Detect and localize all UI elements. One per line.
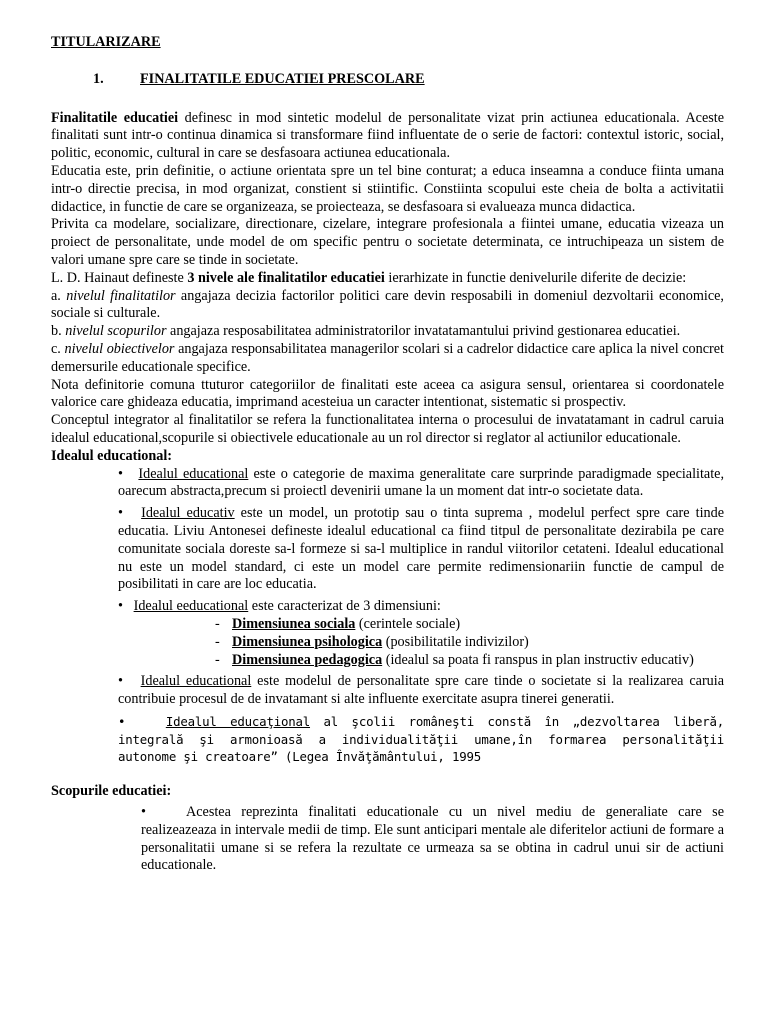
dimension-name: Dimensiunea psihologica xyxy=(232,633,383,650)
scop-heading: Scopurile educatiei: xyxy=(51,783,172,800)
level-a-term: nivelul finalitatilor xyxy=(66,287,176,304)
section-number: 1. xyxy=(93,70,104,87)
level-a-prefix: a. xyxy=(51,287,67,304)
ideal-list-continued xyxy=(51,673,724,766)
list-item xyxy=(51,466,724,502)
list-item xyxy=(51,598,724,616)
hainaut-bold: 3 nivele ale finalitatilor educatiei xyxy=(187,269,385,286)
level-a-text: angajaza decizia factorilor politici care devin resposabili in domeniul dezvoltarii economice, sociale si culturale. xyxy=(51,287,724,322)
bullet-icon: • xyxy=(118,673,123,690)
ideal-list xyxy=(51,466,724,616)
bullet-icon: • xyxy=(118,505,123,522)
paragraph-educatia: Educatia este, prin definitie, o actiune orientata spre un tel bine conturat; a educa inseamna a conduce fiinta umana intr-o directie precisa, in mod organizat, constient si stiintific. Constiinta scopului este cheia de bolta a activitatii didactice, in functie de care se organizeaza, se proiecteaza, se desfasoara si evalueaza munca didactica. xyxy=(51,162,724,215)
level-c-term: nivelul obiectivelor xyxy=(64,340,175,357)
ideal-term: Idealul educational xyxy=(140,673,252,690)
ideal-term: Idealul eeducational xyxy=(133,598,249,615)
bullet-icon: • xyxy=(118,713,126,729)
dimension-item xyxy=(51,634,724,652)
dimension-name: Dimensiunea pedagogica xyxy=(232,651,383,668)
scop-item xyxy=(51,804,724,875)
ideal-text: este caracterizat de 3 dimensiuni: xyxy=(248,598,441,615)
dimension-desc: (posibilitatile indivizilor) xyxy=(382,633,529,650)
ideal-text: al şcolii româneşti constă în „dezvoltarea liberă, integrală şi armonioasă a individualităţii umane,în formarea personalităţii autonome şi creatoare” (Legea Învăţământului, 1995 xyxy=(118,713,725,765)
level-c xyxy=(51,341,724,377)
paragraph-nota: Nota definitorie comuna ttuturor categoriilor de finalitati este aceea ca asigura sensul, orientarea si coordonatele valorice care ghideaza educatia, imprimand acesteiua un caracter intentionat, sistematic si prospectiv. xyxy=(51,376,724,411)
list-item xyxy=(51,713,724,766)
intro-paragraph xyxy=(51,110,724,163)
level-c-text: angajaza responsabilitatea managerilor scolari si a cadrelor didactice care aplica la nivel concret demersurile educationale specifice. xyxy=(51,340,724,375)
list-item xyxy=(51,505,724,594)
dimension-desc: (cerintele sociale) xyxy=(355,615,461,632)
level-b xyxy=(51,323,724,341)
level-c-prefix: c. xyxy=(51,340,65,357)
scop-text: Acestea reprezinta finalitati educationale cu un nivel mediu de generaliate care se realizeazeaza in intervale medii de timp. Ele sunt anticipari mentale ale diferitelor actiuni de formare a personalitatii umane si se refera la rezultate ce urmeaza sa se obtina in cadrul unui sir de actiuni educationale. xyxy=(141,804,724,874)
intro-lead-rest: definesc in mod sintetic modelul de personalitate vizat prin actiunea educationala. Aceste finalitati sunt intr-o continua dinamica si transformare fiind influentate de o serie de factori: contextul istoric, social, politic, economic, cultural in care se desfasoara actiunea educationala. xyxy=(51,109,725,162)
ideal-text: este un model, un prototip sau o tinta suprema , modelul perfect spre care tinde educatia. Liviu Antonesei defineste idealul educational ca fiind titpul de personalitate dezirabila pe care comunitate sociala doreste sa-l formeze si sa-l multiplice in randul viitorilor cetateni. Idealul educational nu este un model standard, ci este un model care permite redimensionariin functie de campul de posibilitati in care are loc educatia. xyxy=(118,505,724,593)
document-title: TITULARIZARE xyxy=(51,34,161,50)
hainaut-before: L. D. Hainaut defineste xyxy=(51,269,188,286)
level-a xyxy=(51,288,724,324)
ideal-text: este modelul de personalitate spre care tinde o societate si la realizarea caruia contribuie procesul de de invatamant si alte influente exercitate asupra tinerei generatii. xyxy=(118,673,725,708)
paragraph-concept: Conceptul integrator al finalitatilor se refera la functionalitatea interna o procesului de invatatamant in cadrul caruia idealul educational,scopurile si obiectivele educationale au un rol director si reglator al actiunilor educationale. xyxy=(51,412,724,446)
dimensions-list xyxy=(51,616,724,669)
bullet-icon: • xyxy=(118,465,123,482)
bullet-icon: • xyxy=(118,598,123,615)
dash-marker: - xyxy=(215,651,220,668)
level-b-prefix: b. xyxy=(51,323,66,340)
document-page xyxy=(51,34,724,875)
paragraph-hainaut xyxy=(51,270,724,288)
dash-marker: - xyxy=(215,615,220,632)
ideal-heading: Idealul educational: xyxy=(51,447,173,464)
ideal-term: Idealul educativ xyxy=(141,505,235,522)
dimension-item xyxy=(51,652,724,670)
section-heading xyxy=(51,71,724,89)
intro-lead-bold: Finalitatile educatiei xyxy=(51,109,179,126)
list-item xyxy=(51,673,724,709)
level-b-term: nivelul scopurilor xyxy=(65,323,167,340)
section-title: FINALITATILE EDUCATIEI PRESCOLARE xyxy=(140,70,425,87)
paragraph-privita: Privita ca modelare, socializare, directionare, cizelare, integrare profesionala a fiintei umane, educatia vizeaza un proiect de personalitate, unde model de om specific pentru o societate determinata, ce intruchipeaza un sistem de valori umane spre care se tinde in societate. xyxy=(51,216,724,268)
level-b-text: angajaza resposabilitatea administratorilor invatatamantului privind gestionarea educatiei. xyxy=(166,323,681,340)
ideal-text: este o categorie de maxima generalitate care surprinde paradigmade specialitate, oarecum abstracta,precum si proiectl devenirii umane la un moment dat intr-o societate data. xyxy=(118,465,725,500)
dimension-name: Dimensiunea sociala xyxy=(232,615,356,632)
bullet-icon: • xyxy=(141,804,146,821)
dimension-desc: (idealul sa poata fi ranspus in plan instructiv educativ) xyxy=(382,651,694,668)
hainaut-after: ierarhizate in functie denivelurile diferite de decizie: xyxy=(384,269,687,286)
ideal-term: Idealul educational xyxy=(138,465,249,482)
ideal-term: Idealul educaţional xyxy=(165,713,311,729)
dimension-item xyxy=(51,616,724,634)
dash-marker: - xyxy=(215,633,220,650)
